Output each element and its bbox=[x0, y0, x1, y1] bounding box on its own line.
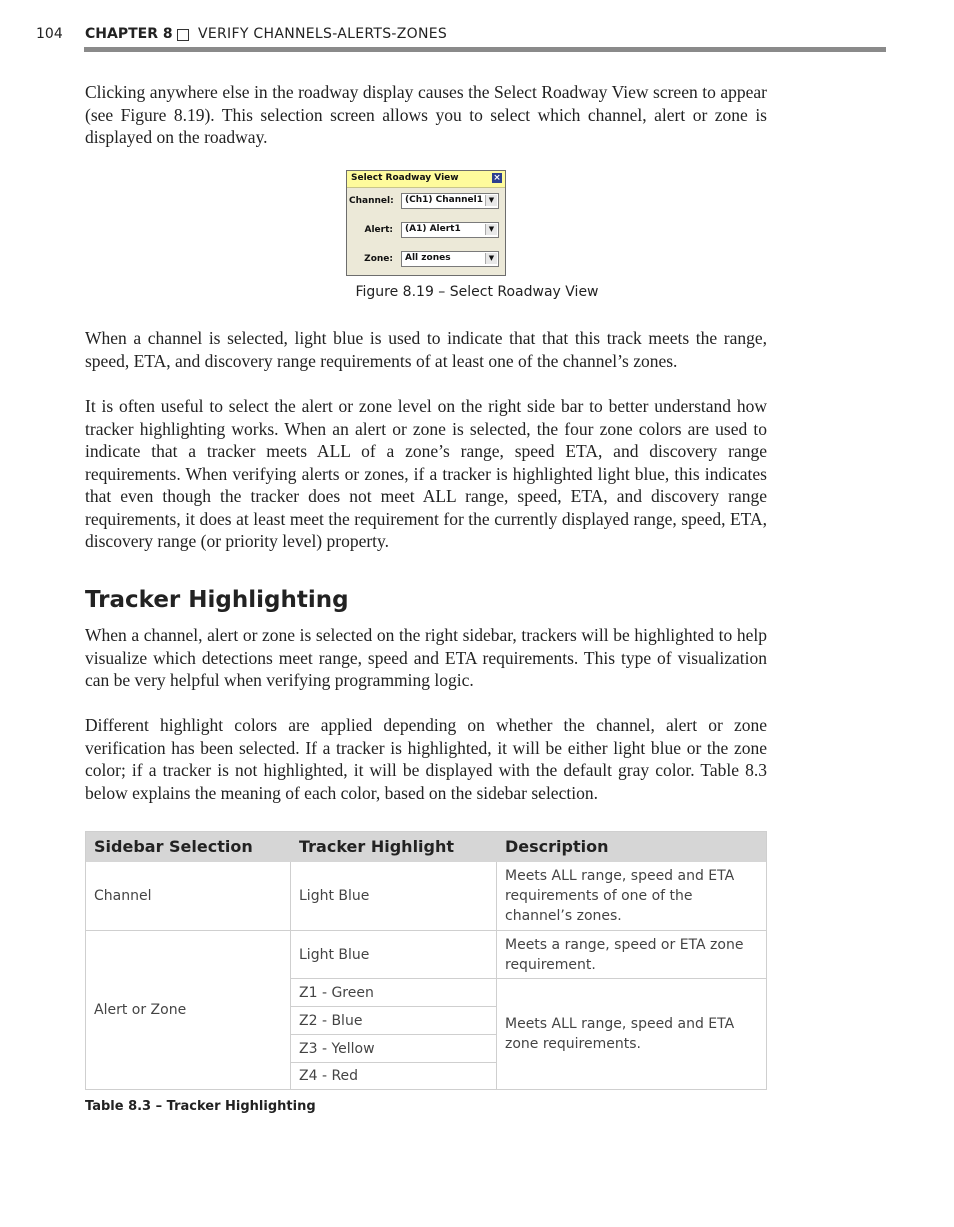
chevron-down-icon[interactable]: ▼ bbox=[485, 195, 497, 206]
alert-select[interactable] bbox=[401, 222, 499, 238]
page-header bbox=[36, 26, 886, 52]
table-cell-z4 bbox=[291, 1063, 497, 1089]
paragraph-tracker-highlighting: When a channel, alert or zone is selected on the right sidebar, trackers will be highlighted to help visualize which detections meet range, speed and ETA requirements. This type of visualization can be very helpful when verifying programming logic. bbox=[85, 625, 767, 690]
table-header-description: Description bbox=[497, 832, 766, 862]
alert-select-value: (A1) Alert1 bbox=[405, 224, 461, 234]
table-cell-channel bbox=[86, 862, 291, 931]
table-cell-channel-description bbox=[497, 862, 766, 931]
table-header-sidebar-selection: Sidebar Selection bbox=[86, 832, 291, 862]
cell-text: Z4 - Red bbox=[299, 1068, 359, 1084]
chevron-down-icon[interactable]: ▼ bbox=[485, 253, 497, 264]
table-cell-z1 bbox=[291, 979, 497, 1007]
section-heading: Tracker Highlighting bbox=[85, 587, 349, 613]
paragraph-highlight-colors: Different highlight colors are applied depending on whether the channel, alert or zone verification has been selected. If a tracker is highlighted, it will be either light blue or the zone color; if a tracker is not highlighted, it will be displayed with the default gray color. Table 8.3 below explains the meaning of each color, based on the sidebar selection. bbox=[85, 715, 767, 803]
square-bullet-icon bbox=[177, 29, 189, 41]
close-icon[interactable]: × bbox=[493, 173, 501, 183]
table-cell-alert-or-zone bbox=[86, 931, 291, 1089]
channel-select[interactable] bbox=[401, 193, 499, 209]
header-rule bbox=[84, 47, 886, 52]
zone-select-value: All zones bbox=[405, 253, 451, 263]
chapter-title: VERIFY CHANNELS-ALERTS-ZONES bbox=[198, 26, 448, 42]
cell-text: Channel bbox=[94, 888, 152, 904]
table-cell-channel-highlight bbox=[291, 862, 497, 931]
paragraph-channel-selected: When a channel is selected, light blue is used to indicate that that this track meets the range, speed, ETA, and discovery range requirements of at least one of the channel’s zones. bbox=[85, 328, 767, 371]
table-cell-az-light-blue-description bbox=[497, 931, 766, 979]
cell-text: Meets a range, speed or ETA zone requirement. bbox=[505, 936, 744, 973]
figure-caption: Figure 8.19 – Select Roadway View bbox=[355, 284, 599, 300]
channel-select-value: (Ch1) Channel1 bbox=[405, 195, 483, 205]
table-caption: Table 8.3 – Tracker Highlighting bbox=[85, 1099, 316, 1114]
cell-text: Z3 - Yellow bbox=[299, 1040, 375, 1057]
cell-text: Alert or Zone bbox=[94, 1002, 187, 1018]
select-roadway-view-dialog bbox=[346, 170, 506, 276]
table-cell-z3 bbox=[291, 1035, 497, 1063]
chapter-label: CHAPTER 8 bbox=[85, 26, 173, 42]
dialog-titlebar bbox=[347, 171, 505, 188]
cell-text: Light Blue bbox=[299, 888, 370, 904]
cell-text: Meets ALL range, speed and ETA zone requirements. bbox=[505, 1016, 735, 1052]
zone-select[interactable] bbox=[401, 251, 499, 267]
chevron-down-icon[interactable]: ▼ bbox=[485, 224, 497, 235]
paragraph-alert-zone-level: It is often useful to select the alert or zone level on the right side bar to better understand how tracker highlighting works. When an alert or zone is selected, the four zone colors are used to indicate that a tracker meets ALL of a zone’s range, speed ETA, and discovery range requirements. When verifying alerts or zones, if a tracker is highlighted light blue, this indicates that even though the tracker does not meet ALL range, speed, ETA, and discovery range requirements, it does at least meet the requirement for the currently displayed range, speed, ETA, discovery range (or priority level) property. bbox=[85, 396, 767, 551]
cell-text: Z1 - Green bbox=[299, 984, 374, 1001]
paragraph-intro: Clicking anywhere else in the roadway display causes the Select Roadway View screen to appear (see Figure 8.19). This selection screen allows you to select which channel, alert or zone is displayed on the roadway. bbox=[85, 82, 767, 147]
dialog-title: Select Roadway View bbox=[351, 173, 459, 183]
channel-label: Channel: bbox=[349, 196, 394, 206]
cell-text: Light Blue bbox=[299, 946, 370, 963]
zone-label: Zone: bbox=[364, 254, 393, 264]
cell-text: Z2 - Blue bbox=[299, 1012, 363, 1029]
page-number: 104 bbox=[36, 26, 63, 42]
table-header-tracker-highlight: Tracker Highlight bbox=[291, 832, 497, 862]
tracker-highlighting-table bbox=[85, 831, 767, 1090]
table-cell-z2 bbox=[291, 1007, 497, 1035]
cell-text: Meets ALL range, speed and ETA requirements of one of the channel’s zones. bbox=[505, 868, 735, 924]
alert-label: Alert: bbox=[364, 225, 393, 235]
table-cell-az-light-blue bbox=[291, 931, 497, 979]
table-cell-zones-description bbox=[497, 979, 766, 1089]
